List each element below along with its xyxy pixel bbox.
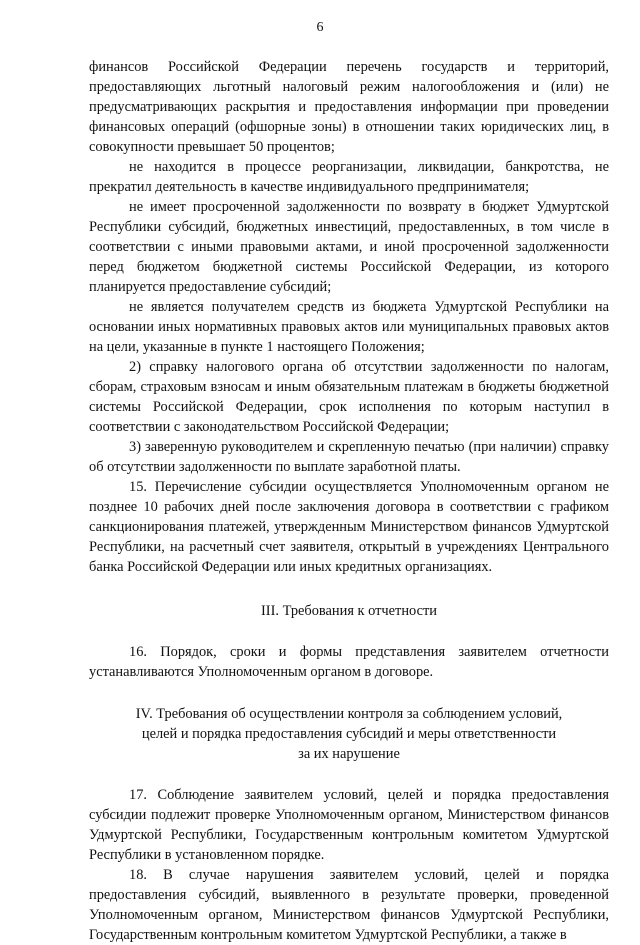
section-4-heading-line-3: за их нарушение [298, 746, 400, 762]
page-number: 6 [316, 20, 324, 35]
section-4-heading-line-2: целей и порядка предоставления субсидий и меры ответственности [141, 726, 557, 742]
paragraph-tax-certificate: 2) справку налогового органа об отсутствии задолженности по налогам, сборам, страховым взносам и иным обязательным платежам в бюджеты бюджетной системы Российской Федерации, срок исполнения по которым наступил в соответствии с законодательством Российской Федерации; [89, 359, 609, 435]
spacer [89, 682, 609, 704]
paragraph-not-in-liquidation: не находится в процессе реорганизации, ликвидации, банкротства, не прекратил деятельность в качестве индивидуального предпринимателя; [89, 159, 609, 195]
paragraph-18-violation: 18. В случае нарушения заявителем условий, целей и порядка предоставления субсидий, выявленного в результате проверки, проведенной Уполномоченным органом, Министерством финансов Удмуртской Республики, Государственным контрольным комитетом Удмуртской Республики, а также в [89, 867, 609, 943]
paragraph-salary-certificate: 3) заверенную руководителем и скрепленную печатью (при наличии) справку об отсутствии задолженности по выплате заработной платы. [89, 439, 609, 475]
paragraph-17-control: 17. Соблюдение заявителем условий, целей и порядка предоставления субсидии подлежит проверке Уполномоченным органом, Министерством финансов Удмуртской Республики, Государственным контрольным комитетом Удмуртской Республики в установленном порядке. [89, 787, 609, 863]
paragraph-offshore-criteria: финансов Российской Федерации перечень государств и территорий, предоставляющих льготный налоговый режим налогообложения и (или) не предусматривающих раскрытия и предоставления информации при проведении финансовых операций (офшорные зоны) в отношении таких юридических лиц, в совокупности превышает 50 процентов; [89, 59, 609, 155]
section-3-heading: III. Требования к отчетности [261, 603, 437, 619]
spacer [89, 577, 609, 601]
document-body [89, 57, 609, 945]
paragraph-not-recipient: не является получателем средств из бюджета Удмуртской Республики на основании иных нормативных правовых актов или муниципальных правовых актов на цели, указанные в пункте 1 настоящего Положения; [89, 299, 609, 355]
paragraph-15-transfer: 15. Перечисление субсидии осуществляется Уполномоченным органом не позднее 10 рабочих дней после заключения договора в соответствии с графиком санкционирования платежей, утвержденным Министерством финансов Удмуртской Республики, на расчетный счет заявителя, открытый в учреждениях Центрального банка Российской Федерации или иных кредитных организациях. [89, 479, 609, 575]
paragraph-no-overdue-debt: не имеет просроченной задолженности по возврату в бюджет Удмуртской Республики субсидий, бюджетных инвестиций, предоставленных, в том числе в соответствии с иными правовыми актами, и иной просроченной задолженности перед бюджетом бюджетной системы Российской Федерации, из которого планируется предоставление субсидий; [89, 199, 609, 295]
spacer [89, 621, 609, 642]
spacer [89, 764, 609, 785]
section-4-heading-line-1: IV. Требования об осуществлении контроля за соблюдением условий, [135, 706, 563, 722]
paragraph-16-reporting: 16. Порядок, сроки и формы представления заявителем отчетности устанавливаются Уполномоченным органом в договоре. [89, 644, 609, 680]
